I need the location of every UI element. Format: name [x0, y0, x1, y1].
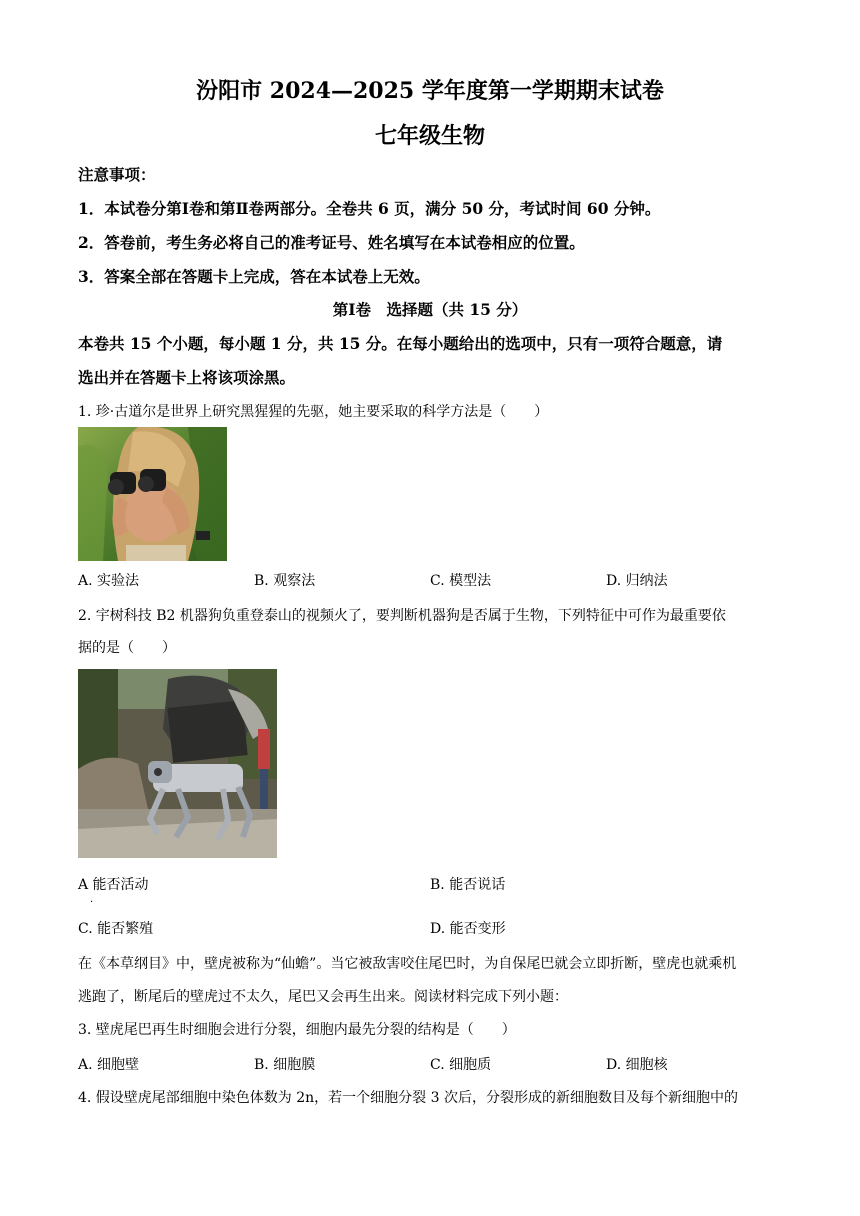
question-3-option-b: B. 细胞膜: [254, 1057, 316, 1073]
notice-item: 3．答案全部在答题卡上完成，答在本试卷上无效。: [78, 267, 430, 286]
question-3-option-a: A. 细胞壁: [78, 1057, 140, 1073]
jane-goodall-binoculars-photo: [78, 427, 227, 561]
reading-passage: 在《本草纲目》中，壁虎被称为“仙蟾”。当它被敌害咬住尾巴时，为自保尾巴就会立即折断，壁虎也就乘机: [78, 956, 737, 972]
question-2-option-c: C. 能否繁殖: [78, 921, 154, 937]
question-2-stem-cont: 据的是（ ）: [78, 640, 176, 656]
page-title: 汾阳市 2024—2025 学年度第一学期期末试卷: [196, 78, 664, 104]
page-subtitle: 七年级生物: [374, 123, 485, 149]
question-2-option-d: D. 能否变形: [430, 921, 506, 937]
section-intro: 选出并在答题卡上将该项涂黑。: [78, 368, 296, 387]
notice-item: 1．本试卷分第Ⅰ卷和第Ⅱ卷两部分。全卷共 6 页，满分 50 分，考试时间 60 分钟。: [78, 199, 661, 218]
question-1-option-d: D. 归纳法: [606, 573, 668, 589]
question-3-option-c: C. 细胞质: [430, 1057, 492, 1073]
option-dot: ·: [90, 897, 94, 908]
question-3-stem: 3. 壁虎尾巴再生时细胞会进行分裂，细胞内最先分裂的结构是（ ）: [78, 1022, 516, 1038]
question-2-stem: 2. 宇树科技 B2 机器狗负重登泰山的视频火了，要判断机器狗是否属于生物，下列特征中可作为最重要依: [78, 608, 726, 624]
question-1-stem: 1. 珍·古道尔是世界上研究黑猩猩的先驱，她主要采取的科学方法是（ ）: [78, 404, 549, 420]
section-heading: 第Ⅰ卷 选择题（共 15 分）: [332, 300, 528, 319]
section-intro: 本卷共 15 个小题，每小题 1 分，共 15 分。在每小题给出的选项中，只有一项符合题意，请: [78, 334, 723, 353]
notice-heading: 注意事项：: [78, 165, 156, 184]
question-3-option-d: D. 细胞核: [606, 1057, 668, 1073]
robot-dog-photo: [78, 669, 277, 858]
reading-passage-cont: 逃跑了，断尾后的壁虎过不太久，尾巴又会再生出来。阅读材料完成下列小题：: [78, 989, 568, 1005]
question-1-option-b: B. 观察法: [254, 573, 316, 589]
question-4-stem: 4. 假设壁虎尾部细胞中染色体数为 2n，若一个细胞分裂 3 次后，分裂形成的新细胞数目及每个新细胞中的: [78, 1090, 738, 1106]
question-2-option-a: A 能否活动: [78, 877, 149, 893]
question-1-option-a: A. 实验法: [78, 573, 140, 589]
notice-item: 2．答卷前，考生务必将自己的准考证号、姓名填写在本试卷相应的位置。: [78, 233, 585, 252]
question-1-option-c: C. 模型法: [430, 573, 492, 589]
question-2-option-b: B. 能否说话: [430, 877, 506, 893]
